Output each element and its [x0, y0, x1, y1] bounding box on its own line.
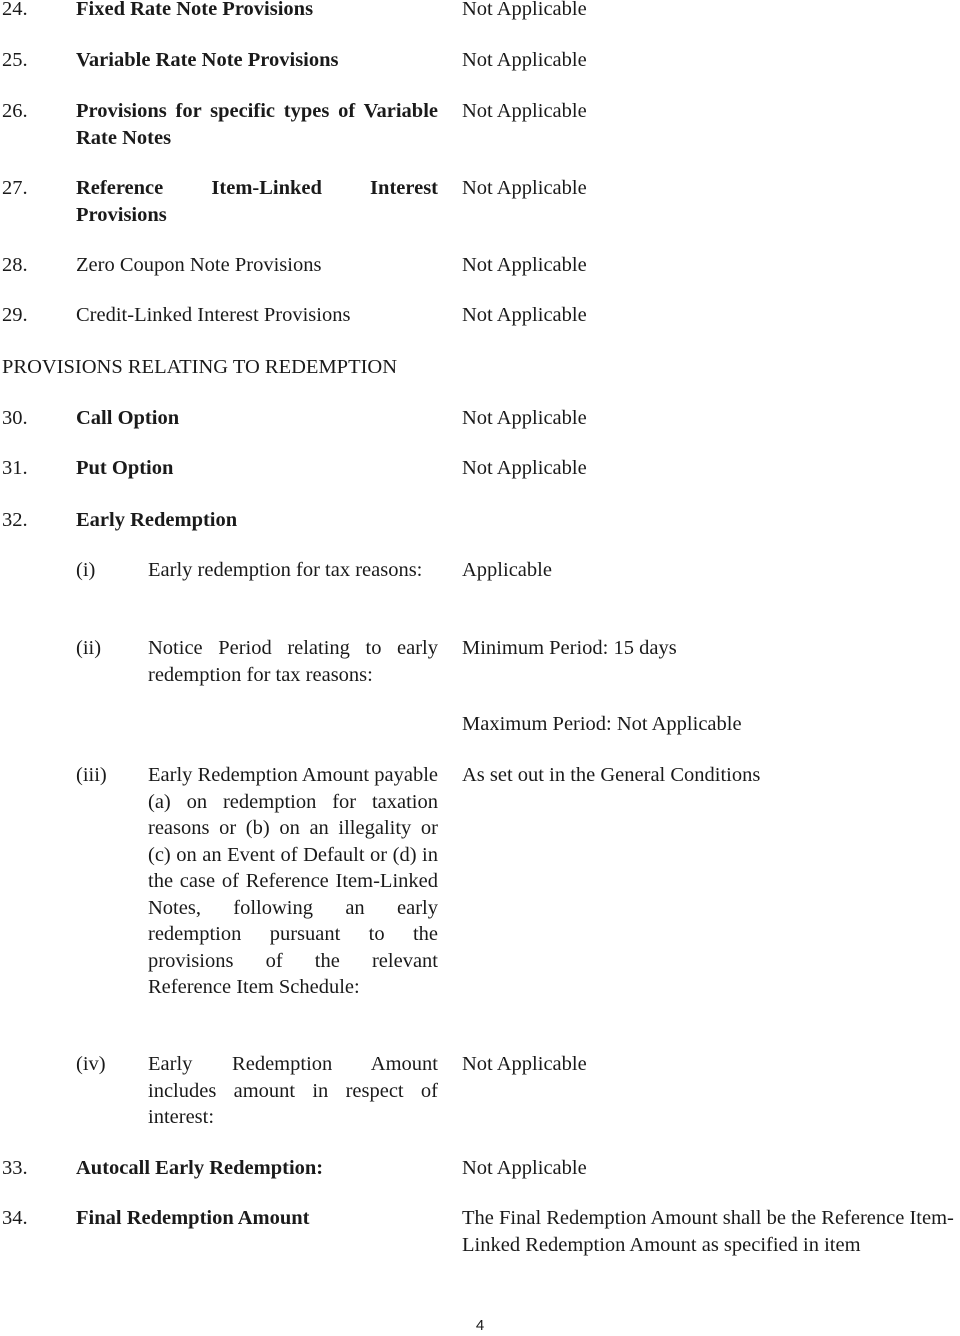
item-number: 29.	[2, 304, 28, 326]
item-label: Zero Coupon Note Provisions	[76, 254, 322, 276]
item-number: 28.	[2, 254, 28, 276]
item-value: Not Applicable	[462, 304, 587, 326]
item-label: Autocall Early Redemption:	[76, 1157, 324, 1179]
sub-item-value: As set out in the General Conditions	[462, 764, 761, 786]
item-number: 24.	[2, 0, 28, 20]
item-value: Not Applicable	[462, 100, 587, 122]
page-number: 4	[475, 1317, 485, 1334]
item-number: 25.	[2, 49, 28, 71]
item-value: Not Applicable	[462, 407, 587, 429]
item-number: 30.	[2, 407, 28, 429]
item-label: Variable Rate Note Provisions	[76, 49, 339, 71]
item-value: Not Applicable	[462, 0, 587, 20]
item-number: 32.	[2, 509, 28, 531]
sub-item-label: Early Redemption Amount payable (a) on redemption for taxation reasons or (b) on an illegality or (c) on an Event of Default or (d) in the case of Reference Item-Linked Notes, following an early redemption pursuant to the provisions of the relevant Reference Item Schedule:	[148, 764, 438, 998]
sub-item-value: Not Applicable	[462, 1053, 587, 1075]
item-label: Early Redemption	[76, 509, 238, 531]
item-number: 31.	[2, 457, 28, 479]
item-value: Not Applicable	[462, 1157, 587, 1179]
sub-item-label: Early redemption for tax reasons:	[148, 559, 423, 581]
item-label: Provisions for specific types of Variable Rate Notes	[76, 100, 438, 149]
sub-item-label: Notice Period relating to early redemption for tax reasons:	[148, 637, 438, 686]
item-number: 26.	[2, 100, 28, 122]
item-label: Credit-Linked Interest Provisions	[76, 304, 351, 326]
item-value: Not Applicable	[462, 457, 587, 479]
item-label: Put Option	[76, 457, 174, 479]
sub-item-number: (iii)	[76, 764, 107, 786]
sub-item-value-maximum: Maximum Period: Not Applicable	[462, 713, 742, 735]
item-label: Fixed Rate Note Provisions	[76, 0, 314, 20]
item-value: The Final Redemption Amount shall be the Reference Item-Linked Redemption Amount as specified in item	[462, 1207, 954, 1256]
item-value: Not Applicable	[462, 177, 587, 199]
item-label: Reference Item-Linked Interest Provisions	[76, 177, 438, 226]
item-value: Not Applicable	[462, 49, 587, 71]
item-number: 34.	[2, 1207, 28, 1229]
item-number: 33.	[2, 1157, 28, 1179]
section-heading: PROVISIONS RELATING TO REDEMPTION	[2, 356, 398, 378]
item-number: 27.	[2, 177, 28, 199]
item-label: Final Redemption Amount	[76, 1207, 310, 1229]
item-value: Not Applicable	[462, 254, 587, 276]
sub-item-number: (iv)	[76, 1053, 106, 1075]
sub-item-label: Early Redemption Amount includes amount in respect of interest:	[148, 1053, 438, 1128]
sub-item-number: (i)	[76, 559, 96, 581]
sub-item-value: Minimum Period: 15 days	[462, 637, 677, 659]
sub-item-number: (ii)	[76, 637, 102, 659]
sub-item-value: Applicable	[462, 559, 552, 581]
item-label: Call Option	[76, 407, 180, 429]
